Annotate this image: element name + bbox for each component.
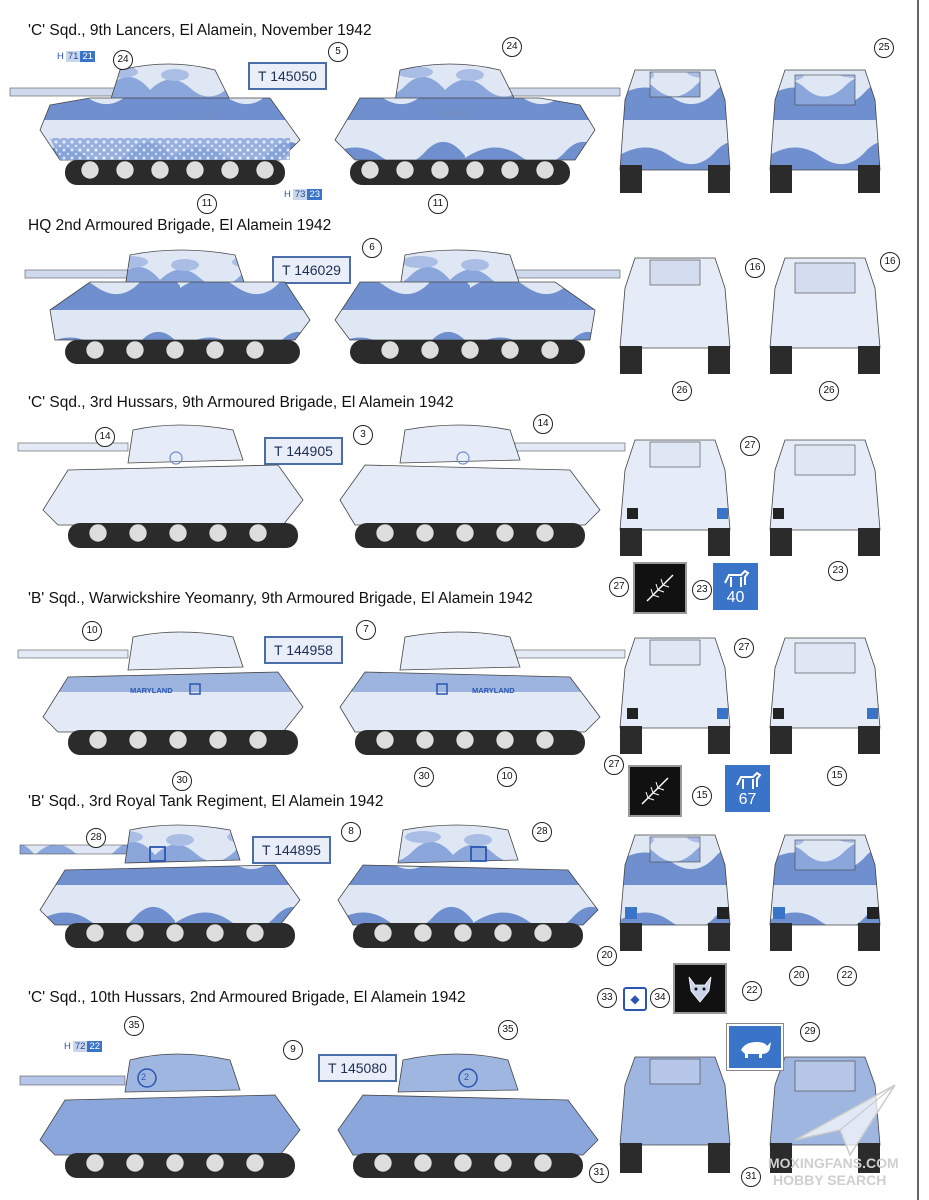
callout-27-b: 27 bbox=[609, 577, 629, 597]
tank-front-view-6 bbox=[615, 1045, 740, 1180]
callout-30-b: 30 bbox=[414, 767, 434, 787]
callout-27-d: 27 bbox=[604, 755, 624, 775]
callout-15-a: 15 bbox=[692, 786, 712, 806]
tank-side-view-right-6 bbox=[333, 1050, 618, 1190]
tank-rear-view-5 bbox=[765, 825, 885, 955]
tank-side-view-left-5 bbox=[35, 825, 315, 960]
tank-side-view-right-4 bbox=[335, 632, 615, 767]
tank-rear-view-3 bbox=[765, 430, 885, 560]
fern-leaf-insignia-decal-2 bbox=[628, 765, 682, 817]
callout-35-a: 35 bbox=[124, 1016, 144, 1036]
serial-number-box-4: T 144958 bbox=[264, 636, 343, 664]
horse-insignia-decal-67: 67 bbox=[725, 765, 770, 812]
tank-front-view-3 bbox=[615, 430, 735, 560]
callout-22-b: 22 bbox=[837, 966, 857, 986]
tank-side-view-right-3 bbox=[335, 425, 615, 560]
hull-name-maryland-right: MARYLAND bbox=[472, 686, 515, 695]
callout-11-b: 11 bbox=[428, 194, 448, 214]
callout-23-b: 23 bbox=[828, 561, 848, 581]
page-border bbox=[917, 0, 919, 1200]
paper-plane-logo bbox=[790, 1080, 900, 1160]
section-title-6: 'C' Sqd., 10th Hussars, 2nd Armoured Brigade, El Alamein 1942 bbox=[28, 989, 466, 1006]
serial-number-box-2: T 146029 bbox=[272, 256, 351, 284]
tank-rear-view-2 bbox=[765, 248, 885, 378]
section-title-3: 'C' Sqd., 3rd Hussars, 9th Armoured Brigade, El Alamein 1942 bbox=[28, 394, 454, 411]
fern-leaf-icon bbox=[643, 571, 677, 605]
tank-side-view-left-3 bbox=[38, 425, 318, 560]
tank-front-view-5 bbox=[615, 825, 735, 955]
callout-22-a: 22 bbox=[742, 981, 762, 1001]
tank-side-view-right-2 bbox=[330, 250, 610, 385]
callout-35-b: 35 bbox=[498, 1020, 518, 1040]
tank-side-view-right-1 bbox=[325, 60, 605, 195]
hull-name-maryland-left: MARYLAND bbox=[130, 686, 173, 695]
callout-16-a: 16 bbox=[745, 258, 765, 278]
tank-rear-view-4 bbox=[765, 628, 885, 758]
h-code-badge-1: H 71 21 bbox=[57, 51, 94, 62]
tank-side-view-left-2 bbox=[40, 250, 320, 385]
rhino-insignia-decal bbox=[727, 1024, 783, 1070]
callout-14-b: 14 bbox=[533, 414, 553, 434]
hull-name-dundee-left: DUNDEE bbox=[183, 110, 217, 119]
callout-26-b: 26 bbox=[819, 381, 839, 401]
tank-side-view-left-1 bbox=[30, 60, 310, 195]
callout-24-b: 24 bbox=[502, 37, 522, 57]
callout-8: 8 bbox=[341, 822, 361, 842]
callout-20-b: 20 bbox=[789, 966, 809, 986]
callout-10-a: 10 bbox=[82, 621, 102, 641]
callout-7: 7 bbox=[356, 620, 376, 640]
section-title-4: 'B' Sqd., Warwickshire Yeomanry, 9th Armoured Brigade, El Alamein 1942 bbox=[28, 590, 533, 607]
horse-insignia-decal-40: 40 bbox=[713, 563, 758, 610]
callout-25: 25 bbox=[874, 38, 894, 58]
rhino-icon bbox=[735, 1034, 775, 1060]
callout-14-a: 14 bbox=[95, 427, 115, 447]
horse-icon bbox=[721, 567, 751, 589]
tank-side-view-left-4 bbox=[38, 632, 318, 767]
callout-15-b: 15 bbox=[827, 766, 847, 786]
callout-11-a: 11 bbox=[197, 194, 217, 214]
callout-6: 6 bbox=[362, 238, 382, 258]
fern-leaf-insignia-decal-1 bbox=[633, 562, 687, 614]
section-title-5: 'B' Sqd., 3rd Royal Tank Regiment, El Alamein 1942 bbox=[28, 793, 384, 810]
h-code-badge-3: H 72 22 bbox=[64, 1041, 101, 1052]
wolf-head-insignia-decal bbox=[673, 963, 727, 1014]
callout-10-b: 10 bbox=[497, 767, 517, 787]
callout-20-a: 20 bbox=[597, 946, 617, 966]
callout-24-a: 24 bbox=[113, 50, 133, 70]
callout-30-a: 30 bbox=[172, 771, 192, 791]
hull-name-dundee-right: DUNDEE bbox=[440, 110, 474, 119]
fern-leaf-icon bbox=[638, 774, 672, 808]
serial-number-box-1: T 145050 bbox=[248, 62, 327, 90]
callout-27-a: 27 bbox=[740, 436, 760, 456]
callout-26-a: 26 bbox=[672, 381, 692, 401]
callout-23-a: 23 bbox=[692, 580, 712, 600]
diamond-arrow-icon: ◆ bbox=[630, 992, 640, 1006]
section-title-1: 'C' Sqd., 9th Lancers, El Alamein, November 1942 bbox=[28, 22, 372, 39]
watermark-brand: HOBBY SEARCH bbox=[773, 1172, 887, 1188]
serial-number-box-3: T 144905 bbox=[264, 437, 343, 465]
callout-9: 9 bbox=[283, 1040, 303, 1060]
tank-front-view-1 bbox=[615, 60, 735, 195]
h-code-badge-2: H 73 23 bbox=[284, 189, 321, 200]
watermark-site: MOXINGFANS.COM bbox=[768, 1155, 899, 1171]
callout-28-b: 28 bbox=[532, 822, 552, 842]
turret-number-2-left: 2 bbox=[141, 1072, 147, 1082]
callout-33: 33 bbox=[597, 988, 617, 1008]
callout-31-b: 31 bbox=[741, 1167, 761, 1187]
callout-16-b: 16 bbox=[880, 252, 900, 272]
tank-side-view-right-5 bbox=[333, 825, 613, 960]
callout-29: 29 bbox=[800, 1022, 820, 1042]
diamond-arrow-insignia-decal bbox=[623, 987, 647, 1011]
callout-31-a: 31 bbox=[589, 1163, 609, 1183]
serial-number-box-5: T 144895 bbox=[252, 836, 331, 864]
tank-side-view-left-6 bbox=[35, 1050, 320, 1190]
callout-3: 3 bbox=[353, 425, 373, 445]
turret-number-2-right: 2 bbox=[464, 1072, 470, 1082]
horse-icon bbox=[733, 769, 763, 791]
callout-28-a: 28 bbox=[86, 828, 106, 848]
tank-rear-view-1 bbox=[765, 60, 885, 195]
section-title-2: HQ 2nd Armoured Brigade, El Alamein 1942 bbox=[28, 217, 332, 234]
tank-front-view-2 bbox=[615, 248, 735, 378]
tank-front-view-4 bbox=[615, 628, 735, 758]
serial-number-box-6: T 145080 bbox=[318, 1054, 397, 1082]
callout-5: 5 bbox=[328, 42, 348, 62]
callout-34: 34 bbox=[650, 988, 670, 1008]
callout-27-c: 27 bbox=[734, 638, 754, 658]
wolf-head-icon bbox=[683, 973, 717, 1005]
